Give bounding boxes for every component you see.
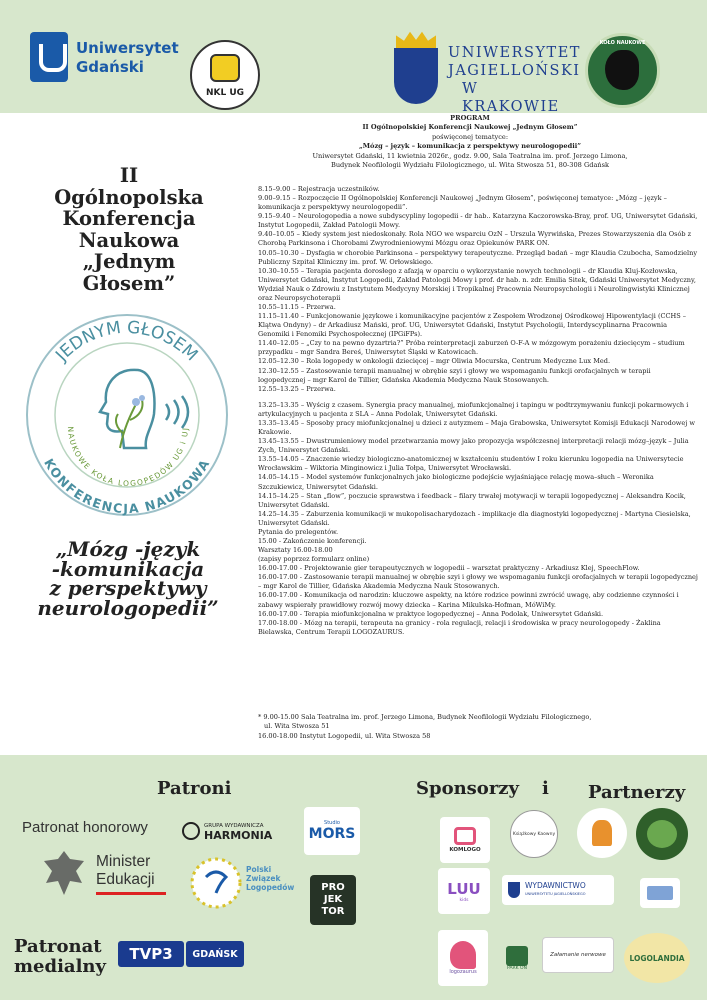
sponsors-band — [0, 755, 707, 1000]
program-conference: II Ogólnopolskiej Konferencji Naukowej „Jednym Głosem” — [362, 123, 578, 132]
luu-logo[interactable] — [438, 868, 490, 914]
jednym-glosem-badge — [20, 308, 234, 522]
conference-title — [22, 165, 236, 294]
tvp3-label: TVP3 — [129, 945, 173, 963]
agenda-item: 13.35–13.45 – Sposoby pracy miofunkcjonalnej u dzieci z autyzmem – Maja Grabowska, Uniwersytet Komisji Edukacji Narodowej w Krakowie. — [258, 418, 695, 437]
flag-stripe — [96, 892, 166, 895]
sponsorzy-heading: Sponsorzy — [416, 778, 519, 799]
parkon-tree-icon — [506, 946, 528, 966]
uj-logo-text — [448, 44, 581, 116]
uj-line3: W KRAKOWIE — [462, 81, 560, 115]
title-line: Głosem” — [82, 271, 176, 295]
ksiazki-label: Książkowy Kaowny — [512, 831, 556, 837]
nkl-label: NKL UG — [205, 88, 245, 98]
pzl-line1: Polski — [246, 865, 272, 874]
minister-line1: Minister — [96, 853, 151, 870]
uj-line1: UNIWERSYTET — [448, 45, 581, 61]
title-line: Ogólnopolska — [54, 185, 204, 209]
agenda-item: Warsztaty 16.00-18.00 — [258, 546, 333, 555]
agenda-item: 9.00–9.15 – Rozpoczęcie II Ogólnopolskiej Konferencji Naukowej „Jednym Głosem”, poświęconej tematyce: „Mózg – język – komunikacja z perspektywy neurologopedii”. — [258, 194, 667, 212]
ug-logo-text — [76, 39, 179, 77]
agenda-item: 14.15–14.25 – Stan „flow”, poczucie sprawstwa i feedback – filary trwałej motywacji w terapii logopedycznej – Aleksandra Kocik, Uniwersytet Gdański. — [258, 491, 686, 509]
agenda-item: 11.40–12.05 – „Czy to na pewno dyzartria?” Próba reinterpretacji zaburzeń O-F-A w mózgowym porażeniu dziecięcym – studium przypadku – mgr Sandra Bereś, Uniwersytet Śląski w Katowicach. — [258, 339, 685, 357]
partner-orange-logo[interactable] — [577, 808, 627, 858]
agenda-item: 14.05–14.15 – Model systemów funkcjonalnych jako biologiczne podejście wyjaśniające relację mowa–słuch – Weronika Szczukiewicz, Uniwersytet Gdański. — [258, 473, 654, 491]
mors-logo[interactable] — [304, 807, 360, 855]
patronat-honorowy-label: Patronat honorowy — [22, 819, 148, 836]
header-band — [0, 0, 707, 113]
venue-note — [258, 713, 698, 741]
badge-top-text: JEDNYM GŁOSEM — [52, 317, 202, 366]
title-line: „Jednym — [82, 250, 176, 273]
zalamanie-logo[interactable] — [542, 937, 614, 973]
agenda-item: 16.00-17.00 - Projektowanie gier terapeutycznych w logopedii – warsztat praktyczny - Arkadiusz Klej, SpeechFlow. — [258, 564, 640, 573]
sound-waves-icon — [166, 396, 188, 428]
projektor-line3: TOR — [321, 906, 345, 917]
program-dedicated: poświęconej tematyce: — [431, 132, 509, 141]
program-address: Budynek Neofilologii Wydziału Filologicznego, ul. Wita Stwosza 51, 80-308 Gdańsk — [330, 161, 610, 170]
program-header — [240, 114, 700, 170]
patronat-medialny-heading — [14, 937, 106, 977]
logozaurus-logo[interactable] — [438, 930, 488, 986]
head-silhouette-icon — [100, 370, 154, 448]
patroni-heading: Patroni — [157, 778, 232, 799]
agenda-item: 14.25–14.35 – Zaburzenia komunikacji w mukopolisacharydozach - implikacje dla diagnostyki logopedycznej - Martyna Ciesielska, Uniwersytet Gdański. — [258, 509, 691, 527]
and-heading: i — [542, 778, 549, 799]
minister-line2: Edukacji — [96, 871, 155, 888]
crown-icon — [396, 30, 436, 48]
logolandia-label: LOGOLANDIA — [629, 953, 685, 963]
ug-shield-icon — [30, 32, 68, 82]
agenda-item: 16.00-17.00 - Komunikacja od narodzin: kluczowe aspekty, na które rodzice powinni zwrócić uwagę, aby codzienne czynności i zabawy wspierały prawidłowy rozwój mowy dziecka – Karina Mikulska-Hofman, MóWiMy. — [258, 591, 679, 609]
agenda-item: 11.15–11.40 – Funkcjonowanie językowe i komunikacyjne pacjentów z Zespołem Wrodzonej Ośrodkowej Hipowentylacji (CCHS – Klątwa Ondyny) – dr Arkadiusz Mański, prof. UG, Uniwersytet Gdański, Instytut Psychologii, Interdyscyplinarna Pracownia Genomiki i Fenomiki Psychospołecznej (IPGiFPs). — [258, 312, 687, 339]
harmonia-logo[interactable] — [182, 817, 294, 845]
komlogo-logo[interactable] — [440, 817, 490, 863]
agenda-item: 13.25–13.35 – Wyścig z czasem. Synergia pracy manualnej, miofunkcjonalnej i tapingu w podtrzymywaniu funkcji pokarmowych i artykulacyjnych u pacjenta z SLA – Anna Podolak, Uniwersytet Gdański. — [258, 400, 689, 418]
agenda-item: (zapisy poprzez formularz online) — [258, 555, 370, 564]
agenda-item: 12.55–13.25 – Przerwa. — [258, 384, 336, 393]
agenda-item: 9.15–9.40 – Neurologopedia a nowe subdyscypliny logopedii - dr hab.. Katarzyna Kaczorowska-Bray, prof. UG, Uniwersytet Gdański, Instytut Logopedii, Zakład Patologii Mowy. — [258, 212, 698, 230]
zalamanie-label: Załamanie nerwowe — [550, 952, 606, 958]
agenda-list — [258, 185, 698, 637]
subtitle-line: z perspektywy — [49, 576, 207, 600]
agenda-item: 10.30–10.55 – Terapia pacjenta dorosłego z afazją w oparciu o wykorzystanie nowych technologii – dr Klaudia Kluj-Kozłowska, Uniwersytet Gdański, Instytut Logopedii, Zakład Patologii Mowy i prof. dr hab. n. zdr. Emilia Sitek, Gdański Uniwersytet Medyczny, Wydział Nauk o Zdrowiu z Instytutem Medycyny Morskiej i Tropikalnej Pracownia Neuropsychologii i Neurolingwistyki Klinicznej oraz Neuropsychoterapii — [258, 266, 696, 302]
parkon-label: PARK ON — [507, 965, 527, 971]
agenda-item: 17.00-18.00 - Mózg na terapii, terapeuta na granicy - rola regulacji, relacji i środowiska w pracy neurologopedy - Żaklina Bielawska, Centrum Terapii LOGOZAURUS. — [258, 618, 661, 636]
mors-small: Studio — [324, 820, 340, 826]
ug-line2: Gdański — [76, 58, 144, 76]
agenda-item: 10.05–10.30 – Dysfagia w chorobie Parkinsona – perspektywy terapeutyczne. Przegląd badań – mgr Klaudia Czubocha, Samodzielny Publiczny Szpital Kliniczny im. prof. W. Orłowskiego. — [258, 248, 698, 266]
agenda-item: 10.55–11.15 – Przerwa. — [258, 303, 336, 312]
agenda-item: 9.40–10.05 – Kiedy system jest niedoskonały. Rola NGO we wsparciu OzN – Urszula Wyrwińska, Prezes Stowarzyszenia dla Osób z Chorobą Parkinsona i Chorobami Zwyrodnieniowymi Mózgu oraz Opiekunów PARK ON. — [258, 230, 692, 248]
harmonia-emblem-icon — [182, 822, 200, 840]
luu-small: kids — [459, 897, 469, 903]
pzl-ring-icon — [188, 855, 244, 911]
mors-name: MORS — [308, 826, 356, 842]
uj-mini-crest-icon — [508, 882, 520, 898]
agenda-item: 16.00-17.00 - Terapia miofunkcjonalna w praktyce logopedycznej – Anna Podolak, Uniwersytet Gdański. — [258, 609, 604, 618]
luu-label: LUU — [447, 879, 481, 898]
orange-figure-icon — [592, 820, 612, 846]
partner-small-icon — [647, 886, 673, 900]
pzl-line3: Logopedów — [246, 883, 295, 892]
partner-small-logo[interactable] — [640, 878, 680, 908]
flower-icon — [116, 400, 143, 448]
projektor-line1: PRO — [321, 882, 345, 893]
parkon-logo[interactable] — [502, 939, 532, 977]
ug-logo[interactable] — [30, 32, 180, 82]
title-line: Konferencja — [62, 207, 196, 230]
projektor-logo[interactable] — [310, 875, 356, 925]
logolandia-logo[interactable] — [624, 933, 690, 983]
pzl-line2: Związek — [246, 874, 281, 883]
komlogo-bubble-icon — [454, 827, 476, 845]
note-line: ul. Wita Stwosza 51 — [264, 722, 330, 731]
nkl-ug-logo[interactable] — [190, 40, 260, 110]
patronat-medialny-line1: Patronat — [14, 936, 102, 957]
kolo-label: KOŁO NAUKOWE — [599, 40, 646, 46]
title-line: II — [119, 164, 139, 187]
dino-icon — [450, 941, 476, 969]
program-label: PROGRAM — [450, 114, 490, 122]
subtitle-line: -komunikacja — [51, 556, 205, 581]
agenda-item: 12.05–12.30 – Rola logopedy w onkologii dziecięcej – mgr Oliwia Mocurska, Centrum Medyczne Lux Med. — [258, 357, 611, 366]
gdansk-logo[interactable] — [186, 941, 244, 967]
tvp3-logo[interactable] — [118, 941, 184, 967]
pzl-label — [246, 865, 294, 892]
harmonia-small: GRUPA WYDAWNICZA — [204, 823, 264, 829]
patronat-medialny-line2: medialny — [14, 956, 106, 977]
program-theme: „Mózg – język – komunikacja z perspektywy neurologopedii” — [358, 142, 582, 151]
partnerzy-heading: Partnerzy — [588, 782, 686, 803]
note-line: * 9.00-15.00 Sala Teatralna im. prof. Jerzego Limona, Budynek Neofilologii Wydziału Filologicznego, — [258, 713, 592, 721]
badge-ring-text: NAUKOWE KOŁA LOGOPEDÓW UG i UJ — [65, 426, 191, 489]
note-line: 16.00-18.00 Instytut Logopedii, ul. Wita Stwosza 58 — [258, 731, 431, 740]
gdansk-label: GDAŃSK — [192, 948, 238, 960]
agenda-item: 15.00 - Zakończenie konferencji. — [258, 536, 367, 545]
polish-eagle-icon — [40, 847, 88, 901]
agenda-item: 13.45–13.55 – Dwustrumieniowy model przetwarzania mowy jako propozycja współczesnej interpretacji relacji mózg–język – Julia Zych, Uniwersytet Gdański. — [258, 437, 689, 455]
agenda-item: 13.55–14.05 – Znaczenie wiedzy biologiczno-anatomicznej w kształceniu studentów I roku kierunku logopedia na Uniwersytecie Wrocławskim – Wiktoria Minginowicz i Julia Tołpa, Uniwersytet Wrocławski. — [258, 455, 684, 473]
agenda-item: 8.15–9.00 – Rejestracja uczestników. — [258, 185, 380, 193]
ksiazkowy-logo[interactable] — [510, 810, 558, 858]
subtitle-line: „Mózg -język — [55, 537, 201, 561]
projektor-line2: JEK — [323, 894, 343, 905]
logozaurus-label: logozaurus — [449, 969, 477, 975]
komlogo-label: KOMLOGO — [449, 847, 481, 853]
nkl-emblem-icon — [210, 54, 240, 82]
agenda-item: 12.30–12.55 – Zastosowanie terapii manualnej w obrębie szyi i głowy we wspomaganiu funkcji orofacjalnych w terapii logopedycznej – mgr Karol de Tillier, Gdańska Akademia Medyczna Nauk Stosowanych. — [258, 366, 651, 384]
wydawnictwo-small: UNIWERSYTETU JAGIELLOŃSKIEGO — [525, 892, 586, 896]
agenda-item: 16.00-17.00 - Zastosowanie terapii manualnej w obrębie szyi i głowy we wspomaganiu funkcji orofacjalnych w terapii logopedycznej – mgr Karol de Tillier, Gdańska Akademia Medyczna Nauk Stosowanych. — [258, 573, 698, 591]
face-silhouette-icon — [605, 50, 639, 90]
badge-bottom-text: KONFERENCJA NAUKOWA — [41, 455, 213, 517]
wydawnictwo-uj-logo[interactable] — [502, 875, 614, 905]
agenda-item: Pytania do prelegentów. — [258, 527, 339, 536]
badge-graphic — [20, 308, 234, 522]
harmonia-name: HARMONIA — [204, 829, 273, 842]
title-line: Naukowa — [78, 228, 180, 252]
partner-green-logo[interactable] — [636, 808, 688, 860]
ug-line1: Uniwersytet — [76, 39, 179, 57]
kolo-naukowe-logo[interactable] — [585, 33, 660, 108]
uj-logo[interactable] — [392, 30, 581, 115]
uj-line2: JAGIELLOŃSKI — [448, 63, 581, 79]
minister-label — [96, 853, 155, 889]
uj-crest-icon — [394, 48, 438, 104]
subtitle-line: neurologopedii” — [37, 595, 219, 620]
conference-subtitle — [18, 537, 238, 620]
program-venue: Uniwersytet Gdański, 11 kwietnia 2026r., godz. 9.00, Sala Teatralna im. prof. Jerzego Limona, — [312, 151, 628, 160]
green-mascot-icon — [647, 820, 677, 848]
wydawnictwo-label: WYDAWNICTWO — [525, 881, 586, 890]
